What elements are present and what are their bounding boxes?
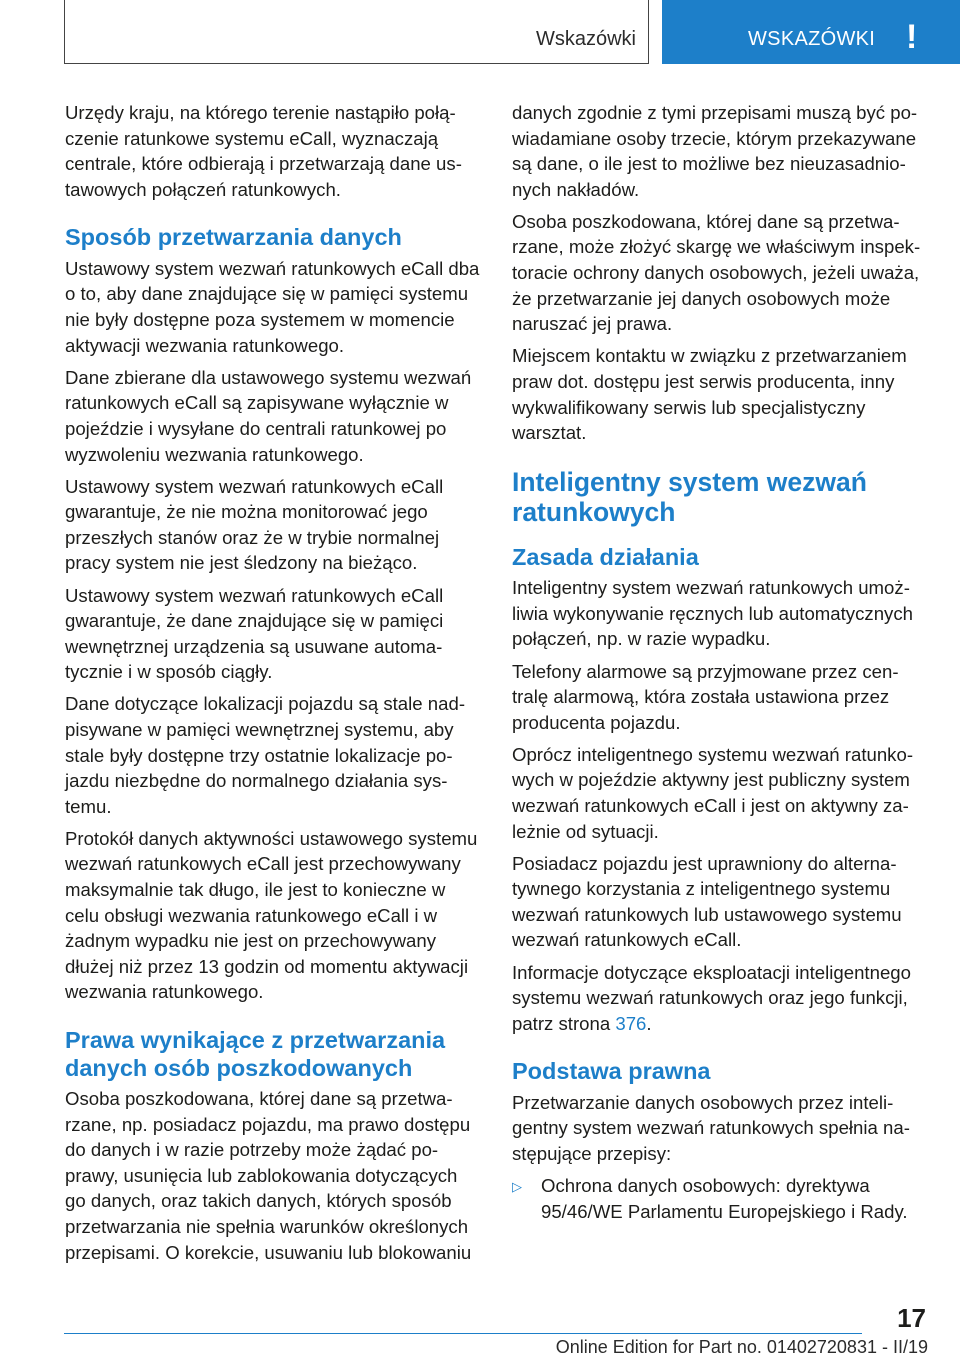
paragraph: Osoba poszkodowana, której dane są przetwarzane, np. posiadacz pojazdu, ma prawo dostępu do danych i w razie potrzeby może żądać poprawy, usunięcia lub zablokowania dotyczących go danych, oraz takich danych, których sposób przetwarzania nie spełnia warunków określonych przepisami. O korekcie, usuwaniu lub blokowaniu: [65, 1088, 472, 1263]
list-item-text: Ochrona danych osobowych: dyrektywa 95/46/WE Parlamentu Europejskiego i Rady.: [541, 1175, 908, 1222]
paragraph: Dane zbierane dla ustawowego systemu wezwań ratunkowych eCall są zapisywane wyłącznie w pojeździe i wysyłane do centrali ratunkowej po wyzwoleniu wezwania ratunkowego.: [65, 366, 472, 465]
heading-intelligent-emergency-call: Inteligentny system wezwań ratunkowych: [512, 466, 867, 527]
footer-edition: Online Edition for Part no. 01402720831 - II/19: [555, 1337, 928, 1357]
triangle-bullet-icon: ▷: [512, 1179, 522, 1195]
exclamation-icon: !: [906, 18, 918, 56]
paragraph: Ustawowy system wezwań ratunkowych eCall gwarantuje, że dane znajdujące się w pamięci wewnętrznej urządzenia są usuwane automatycznie i w sposób ciągły.: [65, 584, 444, 683]
paragraph: danych zgodnie z tymi przepisami muszą być powiadamiane osoby trzecie, którym przekazywane są dane, o ile jest to możliwe bez nieuzasadnionych nakładów.: [512, 102, 918, 200]
paragraph: Urzędy kraju, na którego terenie nastąpiło połączenie ratunkowe systemu eCall, wyznaczają centrale, które odbierają i przetwarzają dane ustawowych połączeń ratunkowych.: [65, 102, 462, 200]
page-number: 17: [897, 1303, 926, 1333]
heading-legal-basis: Podstawa prawna: [512, 1058, 711, 1085]
paragraph: Ustawowy system wezwań ratunkowych eCall dba o to, aby dane znajdujące się w pamięci systemu nie były dostępne poza systemem w momencie aktywacji wezwania ratunkowego.: [65, 257, 480, 356]
paragraph: Protokół danych aktywności ustawowego systemu wezwań ratunkowych eCall jest przechowywany maksymalnie tak długo, ile jest to konieczne w celu obsługi wezwania ratunkowego eCall i w żadnym wypadku nie jest on przechowywany dłużej niż przez 13 godzin od momentu aktywacji wezwania ratunkowego.: [65, 827, 478, 1003]
list-item: [512, 1173, 927, 1224]
paragraph: Oprócz inteligentnego systemu wezwań ratunkowych w pojeździe aktywny jest publiczny system wezwań ratunkowych eCall i jest on aktywny zależnie od sytuacji.: [512, 743, 914, 842]
paragraph: Telefony alarmowe są przyjmowane przez centralę alarmową, która została ustawiona przez producenta pojazdu.: [512, 660, 899, 733]
header-chapter-label: WSKAZÓWKI: [748, 28, 876, 50]
heading-data-subject-rights: Prawa wynikające z przetwarzania danych osób poszkodowanych: [65, 1027, 446, 1081]
paragraph: Inteligentny system wezwań ratunkowych umożliwia wykonywanie ręcznych lub automatycznych połączeń, np. w razie wypadku.: [512, 577, 913, 650]
paragraph-with-link: [512, 960, 927, 1037]
paragraph: Miejscem kontaktu w związku z przetwarzaniem praw dot. dostępu jest serwis producenta, inny wykwalifikowany serwis lub specjalistyczny warsztat.: [512, 345, 907, 444]
header-chapter-tab: [662, 0, 960, 64]
paragraph: Osoba poszkodowana, której dane są przetwarzane, może złożyć skargę we właściwym inspektoracie ochrony danych osobowych, jeżeli uważa, że przetwarzanie jej danych osobowych może naruszać jej prawa.: [512, 210, 921, 335]
paragraph-text: Informacje dotyczące eksploatacji inteligentnego systemu wezwań ratunkowych oraz jego funkcji, patrz strona: [512, 961, 911, 1034]
paragraph: Przetwarzanie danych osobowych przez inteligentny system wezwań ratunkowych spełnia następujące przepisy:: [512, 1091, 910, 1164]
paragraph: Dane dotyczące lokalizacji pojazdu są stale nadpisywane w pamięci wewnętrznej systemu, aby stale były dostępne trzy ostatnie lokalizacje pojazdu niezbędne do normalnego działania systemu.: [65, 693, 466, 817]
page-reference-link[interactable]: 376: [615, 1012, 647, 1034]
header-section-label: Wskazówki: [535, 28, 636, 50]
paragraph: Posiadacz pojazdu jest uprawniony do alternatywnego korzystania z inteligentnego systemu wezwań ratunkowych lub ustawowego systemu wezwań ratunkowych eCall.: [512, 852, 902, 951]
left-column: [65, 100, 480, 1272]
footer-divider: [64, 1333, 862, 1334]
heading-principle: Zasada działania: [512, 543, 699, 570]
heading-data-processing: Sposób przetwarzania danych: [65, 224, 402, 251]
header-section-box: [64, 0, 649, 64]
paragraph-end: .: [646, 1012, 652, 1034]
paragraph: Ustawowy system wezwań ratunkowych eCall gwarantuje, że nie można monitorować jego przeszłych stanów oraz że w trybie normalnej pracy system nie jest śledzony na bieżąco.: [65, 475, 444, 574]
right-column: [512, 100, 927, 1224]
